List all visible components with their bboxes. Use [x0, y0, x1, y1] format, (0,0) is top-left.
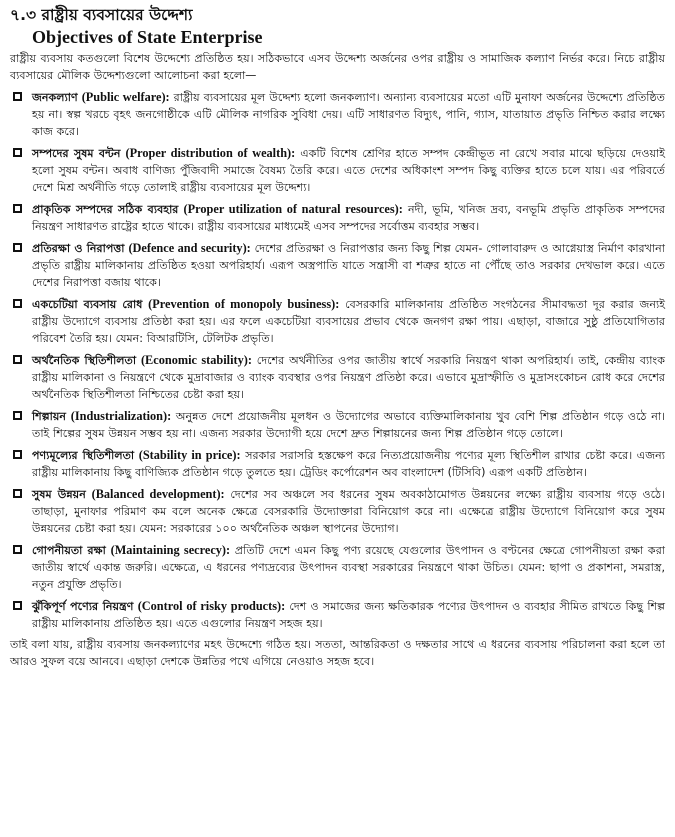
item-text: একটি বিশেষ শ্রেণির হাতে সম্পদ কেন্দ্রীভূত না রেখে সবার মাঝে ছড়িয়ে দেওয়াই হলো সুষম বন্টন। অবাধ বাণিজ্য পুঁজিবাদী সমাজে বৈষম্য তৈরি করে। এতে দেশের অধিকাংশ সম্পদ কিছু ব্যক্তির হাতে চলে যায়। এর পরিবর্তে দেশে মিশ্র অর্থনীতি গড়ে তোলাই রাষ্ট্রীয় ব্যবসায়ের মূল উদ্দেশ্য। [32, 147, 666, 194]
item-title: গোপনীয়তা রক্ষা [32, 544, 106, 557]
item-title: শিল্পায়ন [32, 410, 67, 423]
objective-item [10, 598, 665, 632]
intro-paragraph: রাষ্ট্রীয় ব্যবসায় কতগুলো বিশেষ উদ্দেশ্যে প্রতিষ্ঠিত হয়। সঠিকভাবে এসব উদ্দেশ্য অর্জনের ওপর রাষ্ট্রীয় ও সামাজিক কল্যাণ নির্ভর করে। নিচে রাষ্ট্রীয় ব্যবসায়ের মৌলিক উদ্দেশ্যগুলো আলোচনা করা হলো— [10, 52, 665, 82]
item-text: রাষ্ট্রীয় ব্যবসায়ের মূল উদ্দেশ্য হলো জনকল্যাণ। অন্যান্য ব্যবসায়ের মতো এটি মুনাফা অর্জনের উদ্দেশ্যে প্রতিষ্ঠিত হয় না। স্বল্প খরচে বৃহৎ জনগোষ্ঠীকে এটি মৌলিক নাগরিক সুবিধা দেয়। এটি সাধারণত বিদ্যুৎ, পানি, গ্যাস, যাতায়াত প্রভৃতি নিশ্চিত করার লক্ষ্যে কাজ করে। [32, 91, 665, 138]
objective-item [10, 145, 665, 196]
item-english-title: (Stability in price): [138, 448, 241, 462]
item-english-title: (Maintaining secrecy): [110, 543, 231, 557]
objective-item [10, 408, 665, 442]
item-text: প্রতিটি দেশে এমন কিছু পণ্য রয়েছে যেগুলোর উৎপাদন ও বণ্টনের ক্ষেত্রে গোপনীয়তা রক্ষা করা জাতীয় স্বার্থে একান্ত জরুরি। এক্ষেত্রে, এ ধরনের পণ্যদ্রব্যের উৎপাদন ব্যবস্থা সরকারের নিয়ন্ত্রণে থাকা উচিত। যেমন: ছাপা ও প্রকাশনা, সমরাস্ত্র, নতুন প্রযুক্তি প্রভৃতি। [32, 544, 666, 591]
item-text: দেশের সব অঞ্চলে সব ধরনের সুষম অবকাঠামোগত উন্নয়নের লক্ষ্যে রাষ্ট্রীয় ব্যবসায় গড়ে ওঠে। তাছাড়া, মুনাফার পরিমাণ কম বলে অনেক ক্ষেত্রে বেসরকারি উদ্যোক্তারা বিনিয়োগ করে না। এক্ষেত্রে রাষ্ট্রীয় উদ্যোগে বিনিয়োগ করে সুষম উন্নয়নের চেষ্টা করা হয়। যেমন: সরকারের ১০০ অর্থনৈতিক অঞ্চল স্থাপনের উদ্যোগ। [32, 488, 665, 535]
objective-item [10, 542, 665, 593]
item-title: সুষম উন্নয়ন [32, 488, 86, 501]
item-text: অনুন্নত দেশে প্রয়োজনীয় মূলধন ও উদ্যোগের অভাবে ব্যক্তিমালিকানায় খুব বেশি শিল্প প্রতিষ্ঠান গড়ে ওঠে না। তাই শিল্পের সুষম উন্নয়ন সম্ভব হয় না। এজন্য সরকার উদ্যোগী হয়ে দেশে দ্রুত শিল্পায়নের জন্য শিল্প প্রতিষ্ঠান গড়ে তোলে। [32, 410, 665, 440]
item-english-title: (Economic stability): [140, 353, 252, 367]
item-text: দেশ ও সমাজের জন্য ক্ষতিকারক পণ্যের উৎপাদন ও ব্যবহার সীমিত রাখতে কিছু শিল্প রাষ্ট্রীয় মালিকানায় প্রতিষ্ঠিত হয়। এতে এগুলোর নিয়ন্ত্রণ সহজ হয়। [32, 600, 665, 630]
item-title: প্রতিরক্ষা ও নিরাপত্তা [32, 242, 125, 255]
checkbox-bullet-icon [13, 355, 22, 364]
objective-item [10, 201, 665, 235]
item-text: সরকার সরাসরি হস্তক্ষেপ করে নিত্যপ্রয়োজনীয় পণ্যের মূল্য স্থিতিশীল রাখার চেষ্টা করে। এজন্য রাষ্ট্রীয় মালিকানায় কিছু বাণিজ্যিক প্রতিষ্ঠান গড়ে তুলতে হয়। ট্রেডিং কর্পোরেশন অব বাংলাদেশ (টিসিবি) এরূপ একটি প্রতিষ্ঠান। [32, 449, 666, 479]
section-heading: ৭.৩ রাষ্ট্রীয় ব্যবসায়ের উদ্দেশ্য [10, 6, 193, 24]
checkbox-bullet-icon [13, 299, 22, 308]
item-english-title: (Proper distribution of wealth): [125, 146, 296, 160]
section-subheading: Objectives of State Enterprise [32, 27, 263, 47]
item-english-title: (Public welfare): [81, 90, 170, 104]
checkbox-bullet-icon [13, 92, 22, 101]
item-title: অর্থনৈতিক স্থিতিশীলতা [32, 354, 137, 367]
item-english-title: (Proper utilization of natural resources): [183, 202, 403, 216]
item-text: দেশের প্রতিরক্ষা ও নিরাপত্তার জন্য কিছু শিল্প যেমন- গোলাবারুদ ও আগ্নেয়াস্ত্র নির্মাণ কারখানা প্রভৃতি রাষ্ট্রীয় মালিকানায় প্রতিষ্ঠিত হওয়া অপরিহার্য। এরূপ অস্ত্রপাতি যাতে সন্ত্রাসী বা শত্রুর হাতে না পৌঁছে তাও সরকার দেখভাল করে। এতে দেশের নিরাপত্তা বজায় থাকে। [32, 242, 665, 289]
item-title: ঝুঁকিপূর্ণ পণ্যের নিয়ন্ত্রণ [32, 600, 134, 613]
item-text: বেসরকারি মালিকানায় প্রতিষ্ঠিত সংগঠনের সীমাবদ্ধতা দূর করার জন্যই রাষ্ট্রীয় উদ্যোগে ব্যবসায় প্রতিষ্ঠা করা হয়। এর ফলে একচেটিয়া ব্যবসায়ের প্রভাব থেকে জনগণ রক্ষা পায়। এছাড়া, বাজারে সুষ্ঠু প্রতিযোগিতার পরিবেশ তৈরি হয়। যেমন: বিআরটিসি, টেলিটক প্রভৃতি। [32, 298, 666, 345]
item-title: একচেটিয়া ব্যবসায় রোধ [32, 298, 143, 311]
objective-item [10, 240, 665, 291]
item-english-title: (Control of risky products): [137, 599, 286, 613]
item-text: দেশের অর্থনীতির ওপর জাতীয় স্বার্থে সরকারি নিয়ন্ত্রণ থাকা অপরিহার্য। তাই, কেন্দ্রীয় ব্যাংক রাষ্ট্রীয় মালিকানা ও নিয়ন্ত্রণে থেকে মুদ্রাবাজার ও ব্যাংক ব্যবস্থার ওপর নিয়ন্ত্রণ প্রতিষ্ঠা করে। এভাবে মুদ্রাস্ফীতি ও মুদ্রাসংকোচন রোধ করে দেশের অর্থনৈতিক স্থিতিশীলতা নিশ্চিতের চেষ্টা করা হয়। [32, 354, 665, 401]
objective-item [10, 486, 665, 537]
item-title: সম্পদের সুষম বন্টন [32, 147, 121, 160]
checkbox-bullet-icon [13, 450, 22, 459]
checkbox-bullet-icon [13, 148, 22, 157]
objective-item [10, 89, 665, 140]
objective-item [10, 352, 665, 403]
checkbox-bullet-icon [13, 545, 22, 554]
item-english-title: (Balanced development): [91, 487, 225, 501]
item-title: প্রাকৃতিক সম্পদের সঠিক ব্যবহার [32, 203, 179, 216]
item-title: পণ্যমূল্যের স্থিতিশীলতা [32, 449, 135, 462]
item-english-title: (Defence and security): [128, 241, 251, 255]
checkbox-bullet-icon [13, 204, 22, 213]
checkbox-bullet-icon [13, 411, 22, 420]
checkbox-bullet-icon [13, 601, 22, 610]
closing-paragraph: তাই বলা যায়, রাষ্ট্রীয় ব্যবসায় জনকল্যাণের মহৎ উদ্দেশ্যে গঠিত হয়। সততা, আন্তরিকতা ও দক্ষতার সাথে এ ধরনের ব্যবসায় পরিচালনা করা হলে তা আরও সুফল বয়ে আনবে। এছাড়া দেশকে উন্নতির পথে এগিয়ে নেওয়াও সহজ হবে। [10, 638, 665, 668]
item-title: জনকল্যাণ [32, 91, 78, 104]
objective-item [10, 296, 665, 347]
checkbox-bullet-icon [13, 243, 22, 252]
item-text: নদী, ভূমি, খনিজ দ্রব্য, বনভূমি প্রভৃতি প্রাকৃতিক সম্পদের নিয়ন্ত্রণ সাধারণত রাষ্ট্রের হাতে থাকে। রাষ্ট্রীয় ব্যবসায়ের মাধ্যমেই এসব সম্পদের সর্বোত্তম ব্যবহার সম্ভব। [32, 203, 666, 233]
item-english-title: (Industrialization): [70, 409, 172, 423]
checkbox-bullet-icon [13, 489, 22, 498]
item-english-title: (Prevention of monopoly business): [148, 297, 340, 311]
objective-item [10, 447, 665, 481]
